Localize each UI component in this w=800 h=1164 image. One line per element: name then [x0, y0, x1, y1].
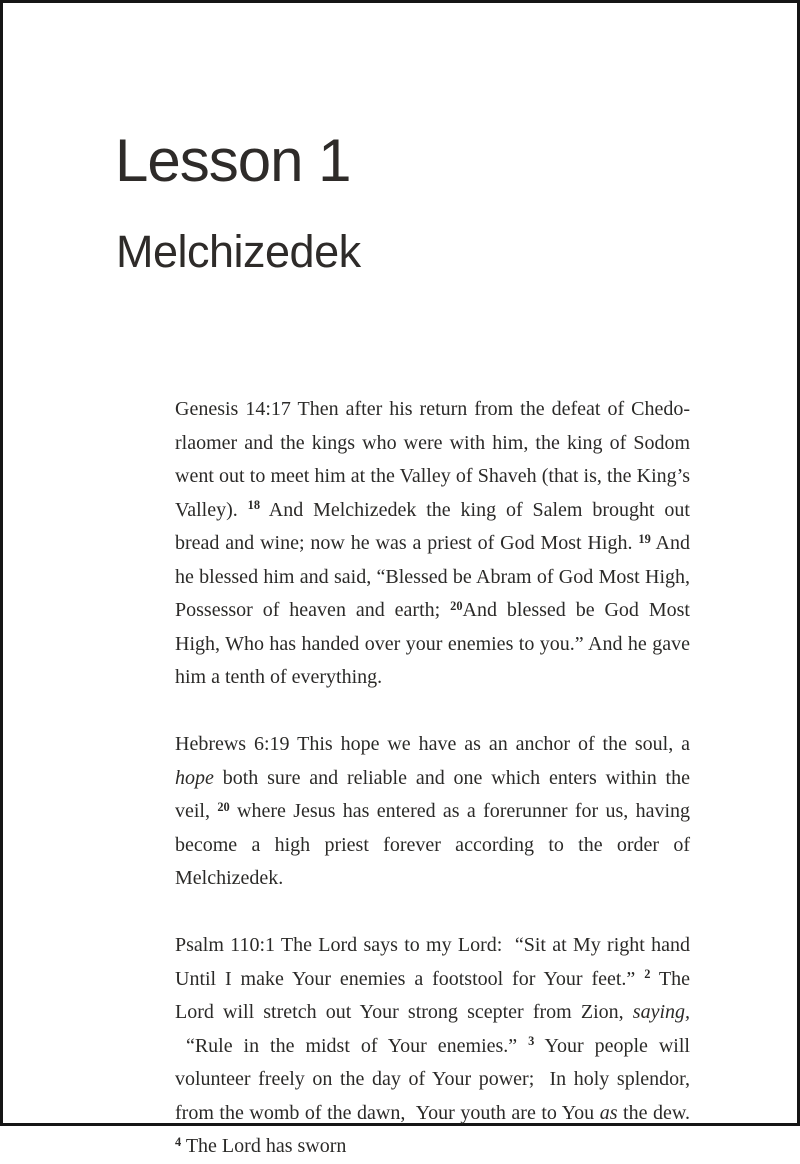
passage-hebrews-6-19: Hebrews 6:19 This hope we have as an anchor of the soul, a hope both sure and reliable and one which enters within the veil, $^{20}$ where Jesus has entered as a forerunner for us, having become a high priest forever according to the order of Melchizedek.	[175, 733, 691, 889]
passage-genesis-14-17: Genesis 14:17 Then after his return from the defeat of Chedorlaomer and the kings who were with him, the king of Sodom went out to meet him at the Valley of Shaveh (that is, the King’s Valley). $^{18}$ And Melchizedek the king of Salem brought out bread and wine; now he was a priest of God Most High. $^{19}$ And he blessed him and said, “Blessed be Abram of God Most High, Possessor of heaven and earth; $^{20}$And blessed be God Most High, Who has handed over your enemies to you.” And he gave him a tenth of everything.	[175, 398, 690, 688]
scripture-passages	[175, 393, 690, 1164]
lesson-subtitle: Melchizedek	[116, 226, 361, 277]
passage-psalm-110-1: Psalm 110:1 The Lord says to my Lord: “Sit at My right hand Until I make Your enemies a footstool for Your feet.” $^2$ The Lord will stretch out Your strong scepter from Zion, saying, “Rule in the midst of Your enemies.” $^3$ Your people will volunteer freely on the day of Your power; In holy splendor, from the womb of the dawn, Your youth are to You as the dew. $^4$ The Lord has sworn	[175, 934, 690, 1157]
lesson-title: Lesson 1	[115, 127, 351, 194]
